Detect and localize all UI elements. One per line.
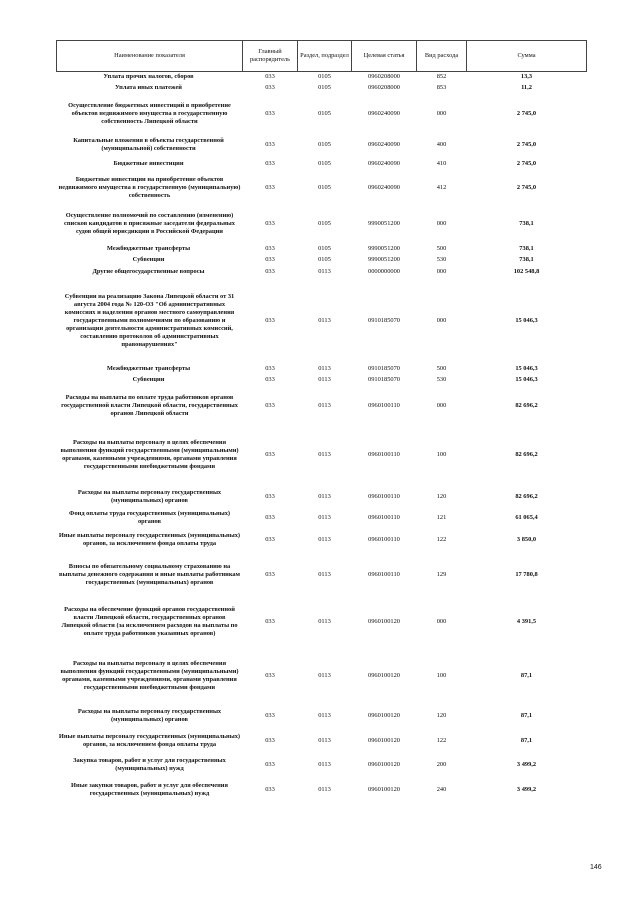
table-row bbox=[57, 649, 587, 703]
cell-expense: 000 bbox=[436, 109, 447, 117]
cell-expense: 410 bbox=[436, 159, 447, 167]
cell-target: 0960240090 bbox=[368, 183, 400, 191]
table-row bbox=[57, 83, 587, 94]
cell-section: 0105 bbox=[318, 84, 331, 91]
cell-target: 0960240090 bbox=[368, 159, 400, 167]
cell-target: 0960100120 bbox=[368, 711, 400, 719]
cell-section: 0105 bbox=[318, 159, 331, 167]
cell-section: 0113 bbox=[318, 736, 331, 744]
cell-sum: 2 745,0 bbox=[516, 183, 537, 191]
cell-sum: 15 046,3 bbox=[515, 376, 538, 383]
cell-admin: 033 bbox=[265, 711, 275, 719]
cell-admin: 033 bbox=[265, 671, 275, 679]
cell-sum: 61 065,4 bbox=[515, 513, 538, 521]
table-row bbox=[57, 94, 587, 134]
cell-expense: 100 bbox=[436, 671, 447, 679]
cell-target: 0960100110 bbox=[368, 536, 400, 543]
cell-admin: 033 bbox=[265, 736, 275, 744]
cell-admin: 033 bbox=[265, 376, 275, 383]
cell-expense: 120 bbox=[436, 711, 447, 719]
cell-target: 0960240090 bbox=[368, 140, 400, 148]
cell-admin: 033 bbox=[265, 109, 275, 117]
cell-name: Субвенции bbox=[132, 376, 165, 383]
cell-target: 0960240090 bbox=[368, 109, 400, 117]
cell-expense: 412 bbox=[436, 183, 447, 191]
cell-expense: 500 bbox=[436, 365, 447, 372]
table-row bbox=[57, 266, 587, 278]
cell-expense: 240 bbox=[436, 785, 447, 793]
table-row bbox=[57, 244, 587, 255]
cell-target: 0960100120 bbox=[368, 736, 400, 744]
cell-section: 0113 bbox=[318, 376, 331, 383]
cell-section: 0113 bbox=[318, 365, 331, 372]
cell-name: Расходы на обеспечение функций органов государственной власти Липецкой области, государственных органов Липецкой области (за исключением расходов на выплаты по оплате труда работников указанных органов) bbox=[61, 605, 238, 637]
cell-section: 0113 bbox=[318, 617, 331, 625]
cell-target: 0000000000 bbox=[368, 267, 400, 275]
cell-name: Бюджетные инвестиции bbox=[113, 159, 184, 167]
cell-target: 9990051200 bbox=[368, 256, 400, 263]
table-row bbox=[57, 510, 587, 526]
cell-name: Иные выплаты персоналу государственных (муниципальных) органов, за исключением фонда оплаты труда bbox=[58, 732, 241, 748]
cell-name: Субвенции на реализацию Закона Липецкой области от 31 августа 2004 года № 120-ОЗ "Об административных комиссиях и наделении органов местного самоуправления государственными полномочиями по образованию и организации деятельности административных комиссий, составлению протоколов об административных правонарушениях" bbox=[64, 292, 235, 348]
cell-admin: 033 bbox=[265, 245, 275, 252]
cell-name: Иные выплаты персоналу государственных (муниципальных) органов, за исключением фонда оплаты труда bbox=[58, 532, 241, 547]
cell-admin: 033 bbox=[265, 617, 275, 625]
table-row bbox=[57, 426, 587, 484]
cell-sum: 82 696,2 bbox=[515, 401, 538, 409]
cell-section: 0113 bbox=[318, 316, 331, 324]
cell-admin: 033 bbox=[265, 84, 275, 91]
cell-sum: 82 696,2 bbox=[515, 450, 538, 458]
cell-section: 0105 bbox=[318, 73, 331, 81]
table-row bbox=[57, 595, 587, 649]
cell-admin: 033 bbox=[265, 450, 275, 458]
cell-sum: 15 046,3 bbox=[515, 316, 538, 324]
cell-admin: 033 bbox=[265, 73, 275, 81]
cell-name: Расходы на выплаты персоналу государственных (муниципальных) органов bbox=[77, 488, 222, 504]
cell-target: 0960100110 bbox=[368, 492, 400, 500]
cell-target: 0960208000 bbox=[368, 84, 400, 91]
cell-name: Расходы на выплаты по оплате труда работников органов государственной власти Липецкой области, государственных органов Липецкой области bbox=[61, 393, 238, 417]
cell-expense: 129 bbox=[436, 570, 447, 578]
cell-target: 0960100120 bbox=[368, 760, 400, 768]
cell-sum: 87,1 bbox=[520, 671, 533, 679]
cell-name: Межбюджетные трансферты bbox=[106, 245, 191, 252]
cell-admin: 033 bbox=[265, 536, 275, 543]
table-row bbox=[57, 364, 587, 375]
table-row bbox=[57, 375, 587, 386]
cell-admin: 033 bbox=[265, 316, 275, 324]
cell-section: 0113 bbox=[318, 450, 331, 458]
cell-sum: 2 745,0 bbox=[516, 109, 537, 117]
cell-expense: 853 bbox=[436, 84, 447, 91]
cell-expense: 852 bbox=[436, 73, 447, 81]
cell-admin: 033 bbox=[265, 513, 275, 521]
cell-target: 0960100110 bbox=[368, 450, 400, 458]
cell-target: 0960100110 bbox=[368, 401, 400, 409]
cell-admin: 033 bbox=[265, 785, 275, 793]
table-row bbox=[57, 555, 587, 595]
cell-sum: 102 548,8 bbox=[513, 267, 540, 275]
cell-sum: 87,1 bbox=[520, 711, 533, 719]
cell-sum: 15 046,3 bbox=[515, 365, 538, 372]
cell-expense: 121 bbox=[436, 513, 447, 521]
cell-expense: 000 bbox=[436, 401, 447, 409]
cell-admin: 033 bbox=[265, 183, 275, 191]
cell-admin: 033 bbox=[265, 365, 275, 372]
header-expense: Вид расхода bbox=[417, 41, 467, 72]
cell-target: 0960100120 bbox=[368, 785, 400, 793]
cell-name: Уплата иных платежей bbox=[115, 84, 182, 91]
cell-name: Иные закупки товаров, работ и услуг для обеспечения государственных (муниципальных) нужд bbox=[71, 781, 228, 797]
cell-admin: 033 bbox=[265, 219, 275, 227]
cell-expense: 120 bbox=[436, 492, 447, 500]
table-row bbox=[57, 156, 587, 172]
table-row bbox=[57, 172, 587, 204]
cell-name: Уплата прочих налогов, сборов bbox=[103, 73, 194, 81]
cell-expense: 000 bbox=[436, 316, 447, 324]
cell-target: 9990051200 bbox=[368, 245, 400, 252]
cell-expense: 200 bbox=[436, 760, 447, 768]
cell-admin: 033 bbox=[265, 401, 275, 409]
header-admin: Главный распорядитель bbox=[243, 41, 298, 72]
cell-section: 0113 bbox=[318, 536, 331, 543]
cell-section: 0113 bbox=[318, 401, 331, 409]
cell-sum: 4 391,5 bbox=[516, 617, 537, 625]
cell-sum: 3 850,0 bbox=[516, 536, 537, 543]
cell-expense: 530 bbox=[436, 256, 447, 263]
cell-sum: 738,1 bbox=[519, 245, 534, 252]
cell-target: 0960208000 bbox=[368, 73, 400, 81]
cell-expense: 122 bbox=[436, 736, 447, 744]
table-row bbox=[57, 777, 587, 803]
cell-admin: 033 bbox=[265, 492, 275, 500]
table-row bbox=[57, 386, 587, 426]
table-row bbox=[57, 753, 587, 777]
cell-sum: 13,3 bbox=[520, 73, 533, 81]
cell-section: 0105 bbox=[318, 109, 331, 117]
cell-target: 0960100120 bbox=[368, 671, 400, 679]
cell-name: Расходы на выплаты персоналу в целях обеспечения выполнения функций государственными (муниципальными) органами, казенными учреждениями, органами управления государственными внебюджетными фондами bbox=[60, 438, 239, 470]
cell-admin: 033 bbox=[265, 760, 275, 768]
table-row bbox=[57, 729, 587, 753]
cell-section: 0105 bbox=[318, 256, 331, 263]
cell-section: 0113 bbox=[318, 785, 331, 793]
page-number: 146 bbox=[590, 864, 602, 871]
cell-target: 0910185070 bbox=[368, 316, 400, 324]
cell-sum: 11,2 bbox=[521, 84, 532, 91]
cell-sum: 3 499,2 bbox=[516, 760, 537, 768]
cell-expense: 000 bbox=[436, 267, 447, 275]
cell-section: 0113 bbox=[318, 760, 331, 768]
cell-admin: 033 bbox=[265, 256, 275, 263]
cell-target: 0910185070 bbox=[368, 365, 400, 372]
table-row bbox=[57, 204, 587, 244]
cell-sum: 87,1 bbox=[520, 736, 533, 744]
table-row bbox=[57, 278, 587, 364]
cell-admin: 033 bbox=[265, 570, 275, 578]
cell-target: 0910185070 bbox=[368, 376, 400, 383]
table-row bbox=[57, 72, 587, 83]
cell-expense: 000 bbox=[436, 617, 447, 625]
cell-section: 0105 bbox=[318, 140, 331, 148]
cell-expense: 530 bbox=[436, 376, 447, 383]
cell-section: 0105 bbox=[318, 183, 331, 191]
table-header-row bbox=[57, 41, 587, 72]
cell-admin: 033 bbox=[265, 140, 275, 148]
budget-table bbox=[56, 40, 587, 803]
cell-sum: 17 780,8 bbox=[515, 570, 538, 578]
cell-admin: 033 bbox=[265, 159, 275, 167]
cell-name: Межбюджетные трансферты bbox=[106, 365, 191, 372]
cell-sum: 3 499,2 bbox=[516, 785, 537, 793]
cell-section: 0105 bbox=[318, 245, 331, 252]
cell-expense: 000 bbox=[436, 219, 447, 227]
cell-name: Фонд оплаты труда государственных (муниципальных) органов bbox=[68, 509, 231, 525]
cell-section: 0105 bbox=[318, 219, 331, 227]
cell-target: 9990051200 bbox=[368, 219, 400, 227]
cell-name: Другие общегосударственные вопросы bbox=[92, 267, 205, 275]
cell-name: Осуществление бюджетных инвестиций в приобретение объектов недвижимого имущества в государственную собственность Липецкой области bbox=[68, 101, 231, 125]
cell-sum: 738,1 bbox=[519, 256, 534, 263]
cell-section: 0113 bbox=[318, 671, 331, 679]
cell-section: 0113 bbox=[318, 711, 331, 719]
cell-section: 0113 bbox=[318, 513, 331, 521]
cell-target: 0960100120 bbox=[368, 617, 400, 625]
table-row bbox=[57, 134, 587, 156]
header-section: Раздел, подраздел bbox=[298, 41, 352, 72]
cell-sum: 82 696,2 bbox=[515, 492, 538, 500]
table-row bbox=[57, 703, 587, 729]
table-row bbox=[57, 484, 587, 510]
cell-name: Закупка товаров, работ и услуг для государственных (муниципальных) нужд bbox=[73, 756, 226, 772]
cell-name: Бюджетные инвестиции на приобретение объектов недвижимого имущества в государственную (муниципальную) собственность bbox=[58, 175, 241, 199]
cell-expense: 122 bbox=[436, 536, 447, 543]
cell-section: 0113 bbox=[318, 492, 331, 500]
cell-name: Расходы на выплаты персоналу в целях обеспечения выполнения функций государственными (муниципальными) органами, казенными учреждениями, органами управления государственными внебюджетными фондами bbox=[60, 659, 239, 691]
cell-name: Осуществление полномочий по составлению (изменению) списков кандидатов в присяжные заседатели федеральных судов общей юрисдикции в Российской Федерации bbox=[64, 211, 235, 235]
cell-sum: 2 745,0 bbox=[516, 140, 537, 148]
cell-name: Субвенции bbox=[132, 256, 165, 263]
cell-expense: 100 bbox=[436, 450, 447, 458]
cell-sum: 738,1 bbox=[519, 219, 534, 227]
cell-name: Капитальные вложения в объекты государственной (муниципальной) собственности bbox=[73, 136, 224, 152]
cell-section: 0113 bbox=[318, 267, 331, 275]
cell-admin: 033 bbox=[265, 267, 275, 275]
cell-target: 0960100110 bbox=[368, 570, 400, 578]
cell-name: Взносы по обязательному социальному страхованию на выплаты денежного содержания и иные выплаты работникам государственных (муниципальных) органов bbox=[59, 562, 240, 586]
cell-sum: 2 745,0 bbox=[516, 159, 537, 167]
header-target: Целевая статья bbox=[352, 41, 417, 72]
table-row bbox=[57, 255, 587, 266]
cell-expense: 400 bbox=[436, 140, 447, 148]
cell-name: Расходы на выплаты персоналу государственных (муниципальных) органов bbox=[77, 707, 222, 723]
table-row bbox=[57, 526, 587, 555]
header-name: Наименование показателя bbox=[57, 41, 243, 72]
header-sum: Сумма bbox=[467, 41, 587, 72]
cell-section: 0113 bbox=[318, 570, 331, 578]
cell-expense: 500 bbox=[436, 245, 447, 252]
cell-target: 0960100110 bbox=[368, 513, 400, 521]
